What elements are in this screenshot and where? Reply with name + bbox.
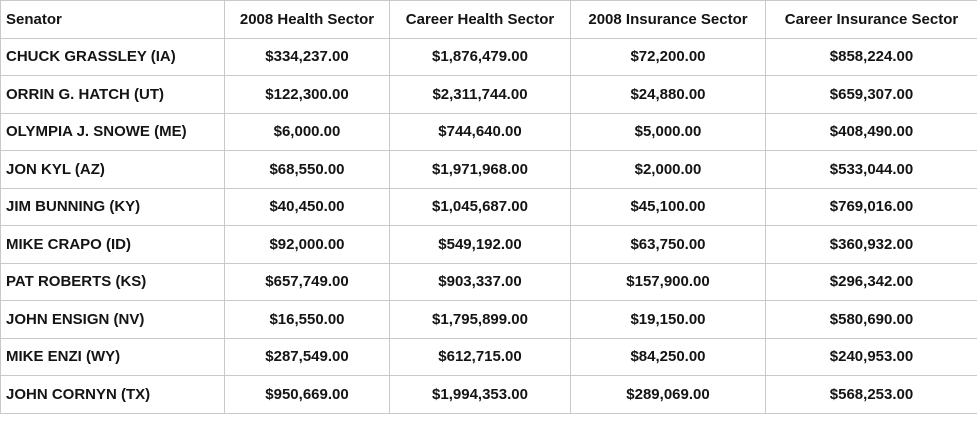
insurance-career-cell: $296,342.00 <box>766 263 977 301</box>
insurance-career-cell: $580,690.00 <box>766 301 977 339</box>
table-row <box>1 338 977 376</box>
table-row <box>1 38 977 76</box>
health-career-cell: $1,795,899.00 <box>390 301 571 339</box>
senator-name-cell: JOHN ENSIGN (NV) <box>1 301 225 339</box>
health-2008-cell: $122,300.00 <box>225 76 390 114</box>
column-header-2008-insurance: 2008 Insurance Sector <box>571 1 766 39</box>
insurance-2008-cell: $45,100.00 <box>571 188 766 226</box>
health-2008-cell: $334,237.00 <box>225 38 390 76</box>
health-career-cell: $1,045,687.00 <box>390 188 571 226</box>
insurance-career-cell: $858,224.00 <box>766 38 977 76</box>
health-2008-cell: $16,550.00 <box>225 301 390 339</box>
insurance-career-cell: $769,016.00 <box>766 188 977 226</box>
health-career-cell: $549,192.00 <box>390 226 571 264</box>
health-career-cell: $1,876,479.00 <box>390 38 571 76</box>
senator-name-cell: JON KYL (AZ) <box>1 151 225 189</box>
insurance-2008-cell: $289,069.00 <box>571 376 766 414</box>
column-header-senator: Senator <box>1 1 225 39</box>
table-row <box>1 188 977 226</box>
health-2008-cell: $68,550.00 <box>225 151 390 189</box>
senator-name-cell: JOHN CORNYN (TX) <box>1 376 225 414</box>
table-row <box>1 151 977 189</box>
health-career-cell: $2,311,744.00 <box>390 76 571 114</box>
senator-name-cell: JIM BUNNING (KY) <box>1 188 225 226</box>
insurance-2008-cell: $19,150.00 <box>571 301 766 339</box>
insurance-career-cell: $659,307.00 <box>766 76 977 114</box>
insurance-career-cell: $568,253.00 <box>766 376 977 414</box>
table-row <box>1 376 977 414</box>
health-career-cell: $1,994,353.00 <box>390 376 571 414</box>
health-career-cell: $903,337.00 <box>390 263 571 301</box>
health-2008-cell: $950,669.00 <box>225 376 390 414</box>
insurance-2008-cell: $63,750.00 <box>571 226 766 264</box>
senator-name-cell: CHUCK GRASSLEY (IA) <box>1 38 225 76</box>
table-row <box>1 263 977 301</box>
health-2008-cell: $6,000.00 <box>225 113 390 151</box>
senator-name-cell: ORRIN G. HATCH (UT) <box>1 76 225 114</box>
insurance-career-cell: $408,490.00 <box>766 113 977 151</box>
health-career-cell: $744,640.00 <box>390 113 571 151</box>
insurance-2008-cell: $24,880.00 <box>571 76 766 114</box>
insurance-2008-cell: $84,250.00 <box>571 338 766 376</box>
table-row <box>1 113 977 151</box>
health-2008-cell: $657,749.00 <box>225 263 390 301</box>
senator-name-cell: PAT ROBERTS (KS) <box>1 263 225 301</box>
health-2008-cell: $92,000.00 <box>225 226 390 264</box>
senator-name-cell: MIKE CRAPO (ID) <box>1 226 225 264</box>
health-2008-cell: $287,549.00 <box>225 338 390 376</box>
insurance-2008-cell: $2,000.00 <box>571 151 766 189</box>
insurance-2008-cell: $72,200.00 <box>571 38 766 76</box>
column-header-2008-health: 2008 Health Sector <box>225 1 390 39</box>
health-career-cell: $1,971,968.00 <box>390 151 571 189</box>
table-header-row <box>1 1 977 39</box>
column-header-career-insurance: Career Insurance Sector <box>766 1 977 39</box>
column-header-career-health: Career Health Sector <box>390 1 571 39</box>
health-2008-cell: $40,450.00 <box>225 188 390 226</box>
table-row <box>1 226 977 264</box>
senator-name-cell: MIKE ENZI (WY) <box>1 338 225 376</box>
insurance-2008-cell: $157,900.00 <box>571 263 766 301</box>
health-career-cell: $612,715.00 <box>390 338 571 376</box>
insurance-career-cell: $533,044.00 <box>766 151 977 189</box>
insurance-career-cell: $360,932.00 <box>766 226 977 264</box>
senator-name-cell: OLYMPIA J. SNOWE (ME) <box>1 113 225 151</box>
table-row <box>1 301 977 339</box>
table-row <box>1 76 977 114</box>
insurance-2008-cell: $5,000.00 <box>571 113 766 151</box>
insurance-career-cell: $240,953.00 <box>766 338 977 376</box>
